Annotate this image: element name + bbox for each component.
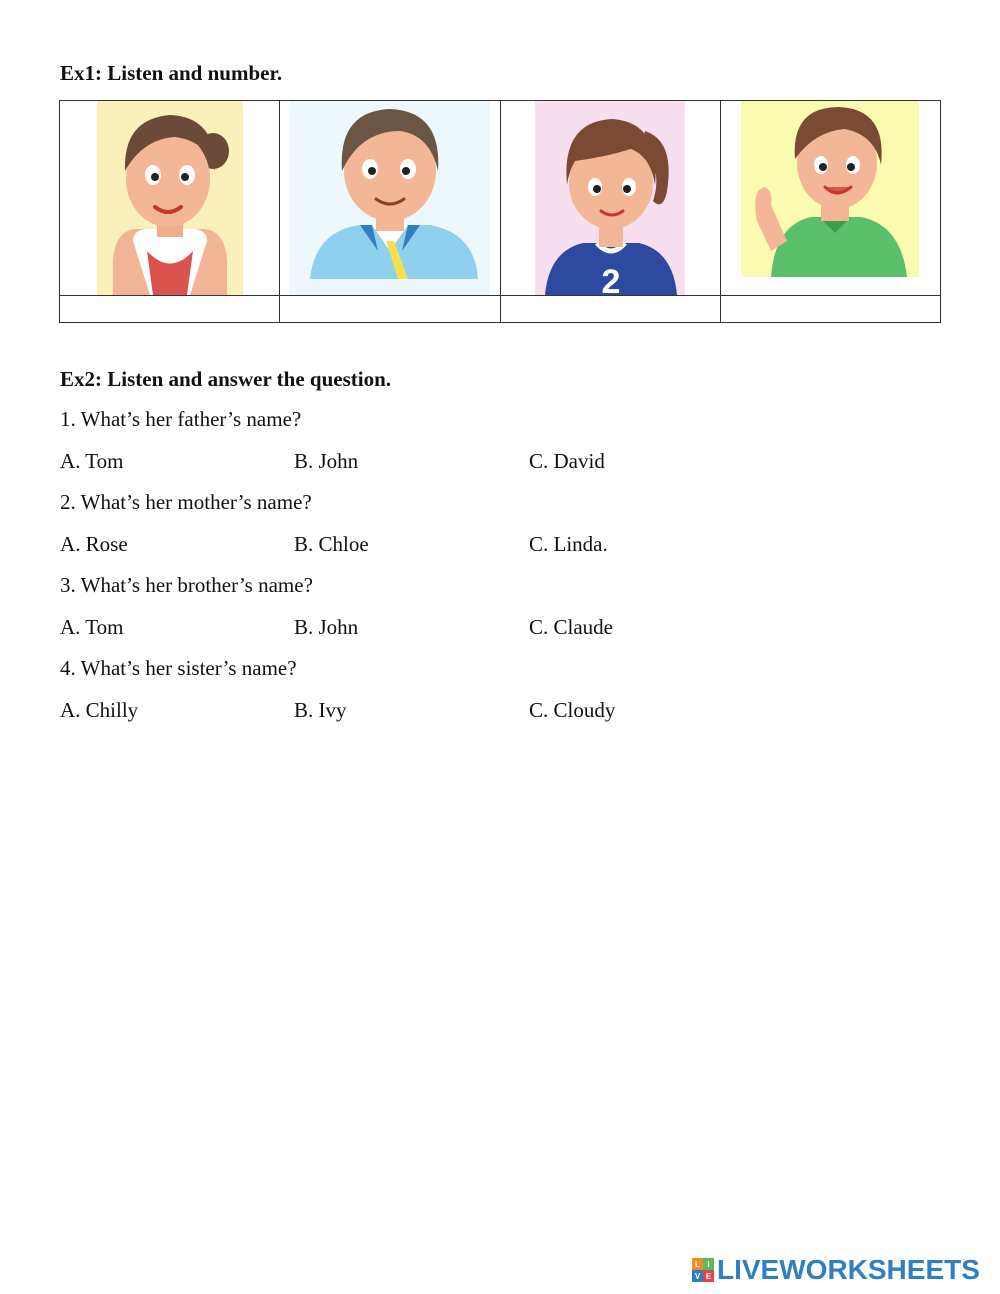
answer-row bbox=[60, 296, 941, 323]
answer-cell-3 bbox=[500, 296, 720, 323]
q1-option-b[interactable]: B. John bbox=[294, 449, 359, 473]
logo-text: LIVEWORKSHEETS bbox=[717, 1254, 980, 1285]
boy-portrait-icon bbox=[741, 101, 919, 295]
picture-cell-3 bbox=[500, 101, 720, 296]
logo-badge-v: V bbox=[692, 1270, 703, 1282]
mother-portrait-icon bbox=[95, 101, 245, 295]
father-portrait-icon bbox=[290, 101, 490, 295]
answer-input-3[interactable] bbox=[501, 296, 720, 322]
q4-option-b[interactable]: B. Ivy bbox=[294, 698, 347, 722]
logo-badge-l: L bbox=[692, 1258, 703, 1270]
logo-badge-icon bbox=[692, 1258, 714, 1282]
svg-text:2: 2 bbox=[601, 263, 621, 295]
answer-cell-2 bbox=[280, 296, 500, 323]
answer-input-1[interactable] bbox=[60, 296, 279, 322]
q2-option-a[interactable]: A. Rose bbox=[60, 532, 128, 556]
picture-cell-1 bbox=[60, 101, 280, 296]
picture-table bbox=[59, 100, 941, 323]
answer-input-4[interactable] bbox=[721, 296, 940, 322]
q1-option-a[interactable]: A. Tom bbox=[60, 449, 124, 473]
question-4: 4. What’s her sister’s name? bbox=[60, 656, 297, 680]
q4-option-c[interactable]: C. Cloudy bbox=[529, 698, 616, 722]
q2-option-b[interactable]: B. Chloe bbox=[294, 532, 369, 556]
q3-option-c[interactable]: C. Claude bbox=[529, 615, 613, 639]
question-2: 2. What’s her mother’s name? bbox=[60, 490, 312, 514]
q2-option-c[interactable]: C. Linda. bbox=[529, 532, 608, 556]
question-1: 1. What’s her father’s name? bbox=[60, 407, 302, 431]
answer-cell-1 bbox=[60, 296, 280, 323]
answer-input-2[interactable] bbox=[280, 296, 499, 322]
q1-option-c[interactable]: C. David bbox=[529, 449, 605, 473]
q3-option-a[interactable]: A. Tom bbox=[60, 615, 124, 639]
q4-option-a[interactable]: A. Chilly bbox=[60, 698, 139, 722]
answer-cell-4 bbox=[720, 296, 940, 323]
question-3: 3. What’s her brother’s name? bbox=[60, 573, 313, 597]
q3-option-b[interactable]: B. John bbox=[294, 615, 359, 639]
logo-badge-i: I bbox=[703, 1258, 714, 1270]
picture-row bbox=[60, 101, 941, 296]
picture-cell-2 bbox=[280, 101, 500, 296]
ex2-title: Ex2: Listen and answer the question. bbox=[60, 367, 391, 391]
ex1-title: Ex1: Listen and number. bbox=[60, 61, 283, 85]
girl-portrait-icon bbox=[535, 101, 685, 295]
liveworksheets-logo bbox=[692, 1255, 980, 1285]
picture-cell-4 bbox=[720, 101, 940, 296]
logo-badge-e: E bbox=[703, 1270, 714, 1282]
